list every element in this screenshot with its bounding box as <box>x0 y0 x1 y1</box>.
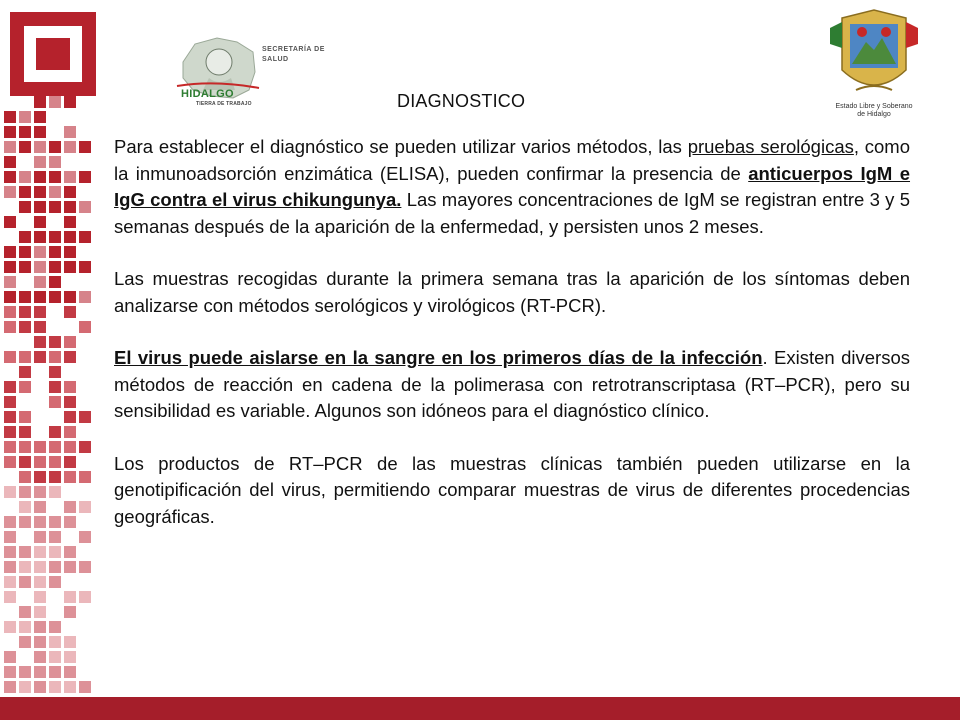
mosaic-tile <box>49 321 61 333</box>
mosaic-tile <box>64 516 76 528</box>
mosaic-tile <box>49 621 61 633</box>
mosaic-tile <box>4 111 16 123</box>
virus-aislarse-emphasis: El virus puede aislarse en la sangre en los primeros días de la infección <box>114 347 763 368</box>
mosaic-tile <box>4 291 16 303</box>
mosaic-tile <box>19 381 31 393</box>
mosaic-tile <box>19 246 31 258</box>
mosaic-tile <box>64 546 76 558</box>
mosaic-tile <box>34 381 46 393</box>
mosaic-tile <box>4 576 16 588</box>
mosaic-tile <box>4 411 16 423</box>
mosaic-tile <box>19 261 31 273</box>
secretaria-text: SECRETARÍA DE SALUD <box>262 46 325 63</box>
mosaic-tile <box>19 156 31 168</box>
mosaic-tile <box>34 531 46 543</box>
mosaic-tile <box>19 501 31 513</box>
mosaic-tile <box>19 396 31 408</box>
mosaic-tile <box>49 651 61 663</box>
mosaic-tile <box>34 291 46 303</box>
mosaic-tile <box>49 351 61 363</box>
mosaic-tile <box>34 561 46 573</box>
mosaic-tile <box>34 156 46 168</box>
mosaic-tile <box>79 456 91 468</box>
mosaic-tile <box>64 606 76 618</box>
mosaic-tile <box>79 591 91 603</box>
mosaic-tile <box>49 186 61 198</box>
mosaic-tile <box>4 546 16 558</box>
mosaic-tile <box>64 276 76 288</box>
mosaic-tile <box>49 606 61 618</box>
mosaic-tile <box>79 96 91 108</box>
mosaic-tile <box>64 636 76 648</box>
mosaic-tile <box>64 156 76 168</box>
mosaic-tile <box>49 681 61 693</box>
mosaic-tile <box>34 321 46 333</box>
mosaic-tile <box>4 636 16 648</box>
paragraph-4: Los productos de RT–PCR de las muestras clínicas también pueden utilizarse en la genotipificación del virus, permitiendo comparar muestras de virus de diferentes procedencias geográficas. <box>114 452 910 527</box>
mosaic-tile <box>34 276 46 288</box>
tierra-de-trabajo-text: TIERRA DE TRABAJO <box>196 101 252 107</box>
estado-libre-text: Estado Libre y Soberano de Hidalgo <box>835 103 913 118</box>
mosaic-tile <box>49 426 61 438</box>
mosaic-tile <box>79 561 91 573</box>
mosaic-tile <box>79 306 91 318</box>
mosaic-tile <box>79 681 91 693</box>
mosaic-tile <box>19 591 31 603</box>
mosaic-tile <box>79 576 91 588</box>
mosaic-tile <box>19 216 31 228</box>
mosaic-tile <box>4 666 16 678</box>
mosaic-tile <box>79 141 91 153</box>
mosaic-tile <box>64 396 76 408</box>
mosaic-tile <box>79 486 91 498</box>
mosaic-tile <box>49 591 61 603</box>
mosaic-tile <box>64 186 76 198</box>
mosaic-tile <box>34 606 46 618</box>
mosaic-tile <box>79 606 91 618</box>
mosaic-tile <box>49 576 61 588</box>
mosaic-tile <box>19 171 31 183</box>
mosaic-tile <box>79 531 91 543</box>
mosaic-tile <box>34 666 46 678</box>
mosaic-tile <box>19 606 31 618</box>
mosaic-tile <box>4 606 16 618</box>
mosaic-tile <box>4 501 16 513</box>
mosaic-tile <box>64 261 76 273</box>
paragraph-2: Las muestras recogidas durante la primera semana tras la aparición de los síntomas deben analizarse con métodos serológicos y virológicos (RT-PCR). <box>114 268 910 316</box>
mosaic-tile <box>79 411 91 423</box>
mosaic-grid <box>4 96 100 693</box>
mosaic-tile <box>64 426 76 438</box>
mosaic-tile <box>49 261 61 273</box>
mosaic-tile <box>19 621 31 633</box>
mosaic-tile <box>49 246 61 258</box>
mosaic-tile <box>4 246 16 258</box>
mosaic-tile <box>19 306 31 318</box>
mosaic-tile <box>4 471 16 483</box>
mosaic-tile <box>19 186 31 198</box>
decorative-mosaic <box>0 0 100 700</box>
mosaic-tile <box>49 156 61 168</box>
mosaic-tile <box>79 366 91 378</box>
slide-title: DIAGNOSTICO <box>397 91 526 111</box>
mosaic-tile <box>19 666 31 678</box>
mosaic-tile <box>49 111 61 123</box>
mosaic-tile <box>19 471 31 483</box>
mosaic-tile <box>4 321 16 333</box>
mosaic-tile <box>19 411 31 423</box>
mosaic-tile <box>34 336 46 348</box>
mosaic-tile <box>79 651 91 663</box>
mosaic-tile <box>79 426 91 438</box>
mosaic-tile <box>34 621 46 633</box>
mosaic-tile <box>64 441 76 453</box>
mosaic-tile <box>34 96 46 108</box>
mosaic-tile <box>49 306 61 318</box>
mosaic-tile <box>34 306 46 318</box>
mosaic-tile <box>34 186 46 198</box>
mosaic-tile <box>64 96 76 108</box>
paragraph-3: El virus puede aislarse en la sangre en los primeros días de la infección. Existen diversos métodos de reacción en cadena de la polimerasa con retrotranscriptasa (RT–PCR), pero su sensibilidad es variable. Algunos son idóneos para el diagnóstico clínico. <box>114 347 910 421</box>
mosaic-tile <box>4 126 16 138</box>
mosaic-tile <box>79 126 91 138</box>
mosaic-tile <box>64 336 76 348</box>
mosaic-tile <box>79 111 91 123</box>
mosaic-tile <box>4 456 16 468</box>
mosaic-tile <box>64 291 76 303</box>
mosaic-tile <box>4 351 16 363</box>
mosaic-tile <box>34 201 46 213</box>
mosaic-tile <box>4 261 16 273</box>
mosaic-tile <box>49 636 61 648</box>
secretaria-salud-logo <box>175 32 345 112</box>
bottom-band <box>0 697 960 720</box>
mosaic-tile <box>49 471 61 483</box>
paragraph-1: Para establecer el diagnóstico se pueden utilizar varios métodos, las pruebas serológicas, como la inmunoadsorción enzimática (ELISA), pueden confirmar la presencia de anticuerpos IgM e IgG contra el virus chikungunya. Las mayores concentraciones de IgM se registran entre 3 y 5 semanas después de la aparición de la enfermedad, y persisten unos 2 meses. <box>114 136 911 237</box>
mosaic-tile <box>34 366 46 378</box>
mosaic-tile <box>49 276 61 288</box>
mosaic-tile <box>49 171 61 183</box>
mosaic-tile <box>64 651 76 663</box>
mosaic-tile <box>4 186 16 198</box>
mosaic-tile <box>49 561 61 573</box>
mosaic-tile <box>79 381 91 393</box>
mosaic-tile <box>64 411 76 423</box>
mosaic-tile <box>34 411 46 423</box>
mosaic-tile <box>49 336 61 348</box>
mosaic-tile <box>49 456 61 468</box>
pruebas-serologicas-link: pruebas serológicas <box>687 136 854 157</box>
mosaic-tile <box>49 216 61 228</box>
mosaic-tile <box>19 651 31 663</box>
mosaic-tile <box>49 141 61 153</box>
mosaic-tile <box>64 486 76 498</box>
mosaic-tile <box>79 186 91 198</box>
mosaic-tile <box>4 516 16 528</box>
mosaic-tile <box>49 291 61 303</box>
mosaic-tile <box>19 366 31 378</box>
mosaic-tile <box>79 546 91 558</box>
mosaic-tile <box>34 246 46 258</box>
mosaic-tile <box>64 231 76 243</box>
mosaic-tile <box>49 366 61 378</box>
mosaic-tile <box>4 306 16 318</box>
mosaic-tile <box>19 636 31 648</box>
mosaic-tile <box>4 486 16 498</box>
mosaic-tile <box>49 546 61 558</box>
mosaic-tile <box>64 111 76 123</box>
mosaic-tile <box>19 291 31 303</box>
mosaic-tile <box>19 336 31 348</box>
mosaic-tile <box>4 201 16 213</box>
mosaic-tile <box>64 681 76 693</box>
mosaic-tile <box>34 141 46 153</box>
mosaic-tile <box>4 171 16 183</box>
mosaic-tile <box>4 231 16 243</box>
mosaic-tile <box>4 591 16 603</box>
mosaic-tile <box>79 636 91 648</box>
body-text <box>114 134 910 530</box>
mosaic-tile <box>49 531 61 543</box>
mosaic-tile <box>79 336 91 348</box>
mosaic-tile <box>79 201 91 213</box>
mosaic-tile <box>19 531 31 543</box>
hidalgo-wordmark: HIDALGO <box>181 88 234 100</box>
mosaic-tile <box>19 351 31 363</box>
mosaic-tile <box>79 246 91 258</box>
mosaic-tile <box>64 591 76 603</box>
mosaic-tile <box>4 681 16 693</box>
mosaic-tile <box>64 666 76 678</box>
mosaic-tile <box>64 456 76 468</box>
mosaic-tile <box>19 321 31 333</box>
mosaic-tile <box>79 621 91 633</box>
mosaic-tile <box>79 666 91 678</box>
mosaic-tile <box>19 96 31 108</box>
mosaic-tile <box>49 501 61 513</box>
mosaic-tile <box>4 426 16 438</box>
mosaic-tile <box>4 216 16 228</box>
mosaic-tile <box>49 126 61 138</box>
mosaic-tile <box>4 156 16 168</box>
mosaic-tile <box>19 576 31 588</box>
mosaic-tile <box>34 546 46 558</box>
mosaic-tile <box>4 441 16 453</box>
mosaic-tile <box>19 486 31 498</box>
mosaic-tile <box>34 426 46 438</box>
mosaic-tile <box>34 231 46 243</box>
mosaic-tile <box>19 426 31 438</box>
mosaic-tile <box>4 651 16 663</box>
mosaic-tile <box>49 441 61 453</box>
mosaic-tile <box>19 141 31 153</box>
mosaic-tile <box>79 351 91 363</box>
mosaic-tile <box>49 96 61 108</box>
mosaic-tile <box>64 471 76 483</box>
mosaic-tile <box>34 486 46 498</box>
mosaic-tile <box>4 531 16 543</box>
mosaic-tile <box>34 171 46 183</box>
mosaic-tile <box>64 306 76 318</box>
mosaic-tile <box>79 261 91 273</box>
mosaic-tile <box>64 141 76 153</box>
mosaic-tile <box>49 411 61 423</box>
mosaic-tile <box>49 666 61 678</box>
mosaic-tile <box>64 201 76 213</box>
mosaic-tile <box>79 441 91 453</box>
mosaic-tile <box>79 171 91 183</box>
mosaic-tile <box>64 531 76 543</box>
mosaic-tile <box>19 276 31 288</box>
mosaic-tile <box>34 501 46 513</box>
mosaic-tile <box>34 591 46 603</box>
mosaic-tile <box>64 621 76 633</box>
mosaic-tile <box>79 471 91 483</box>
mosaic-tile <box>19 111 31 123</box>
mosaic-tile <box>34 636 46 648</box>
mosaic-tile <box>34 396 46 408</box>
mosaic-tile <box>64 246 76 258</box>
mosaic-tile <box>34 216 46 228</box>
mosaic-tile <box>49 486 61 498</box>
mosaic-tile <box>79 501 91 513</box>
mosaic-tile <box>4 276 16 288</box>
mosaic-tile <box>64 126 76 138</box>
mosaic-tile <box>79 321 91 333</box>
mosaic-tile <box>49 201 61 213</box>
mosaic-tile <box>34 651 46 663</box>
anticuerpos-emphasis: anticuerpos IgM e IgG contra el virus chikungunya. <box>114 162 911 210</box>
mosaic-tile <box>64 381 76 393</box>
mosaic-tile <box>19 561 31 573</box>
mosaic-tile <box>19 231 31 243</box>
mosaic-tile <box>34 126 46 138</box>
mosaic-tile <box>19 546 31 558</box>
mosaic-tile <box>34 351 46 363</box>
mosaic-tile <box>4 366 16 378</box>
mosaic-tile <box>34 441 46 453</box>
mosaic-tile <box>49 396 61 408</box>
mosaic-tile <box>79 276 91 288</box>
mosaic-tile <box>19 201 31 213</box>
mosaic-tile <box>19 456 31 468</box>
mosaic-tile <box>19 126 31 138</box>
mosaic-tile <box>64 321 76 333</box>
mosaic-tile <box>4 96 16 108</box>
mosaic-tile <box>49 516 61 528</box>
mosaic-tile <box>19 441 31 453</box>
mosaic-tile <box>34 456 46 468</box>
mosaic-tile <box>34 111 46 123</box>
mosaic-tile <box>64 366 76 378</box>
mosaic-tile <box>4 396 16 408</box>
mosaic-tile <box>64 501 76 513</box>
mosaic-tile <box>19 516 31 528</box>
mosaic-tile <box>49 231 61 243</box>
mosaic-tile <box>34 681 46 693</box>
mosaic-tile <box>79 396 91 408</box>
mosaic-tile <box>4 336 16 348</box>
mosaic-tile <box>4 381 16 393</box>
mosaic-tile <box>64 216 76 228</box>
mosaic-tile <box>4 561 16 573</box>
mosaic-tile <box>79 231 91 243</box>
mosaic-tile <box>34 471 46 483</box>
mosaic-tile <box>19 681 31 693</box>
mosaic-tile <box>64 576 76 588</box>
brand-square-icon <box>10 12 96 96</box>
mosaic-tile <box>34 261 46 273</box>
mosaic-tile <box>64 171 76 183</box>
mosaic-tile <box>64 561 76 573</box>
mosaic-tile <box>79 216 91 228</box>
mosaic-tile <box>79 516 91 528</box>
mosaic-tile <box>64 351 76 363</box>
mosaic-tile <box>79 291 91 303</box>
mosaic-tile <box>34 576 46 588</box>
mosaic-tile <box>49 381 61 393</box>
mosaic-tile <box>4 141 16 153</box>
mosaic-tile <box>79 156 91 168</box>
mosaic-tile <box>34 516 46 528</box>
mosaic-tile <box>4 621 16 633</box>
